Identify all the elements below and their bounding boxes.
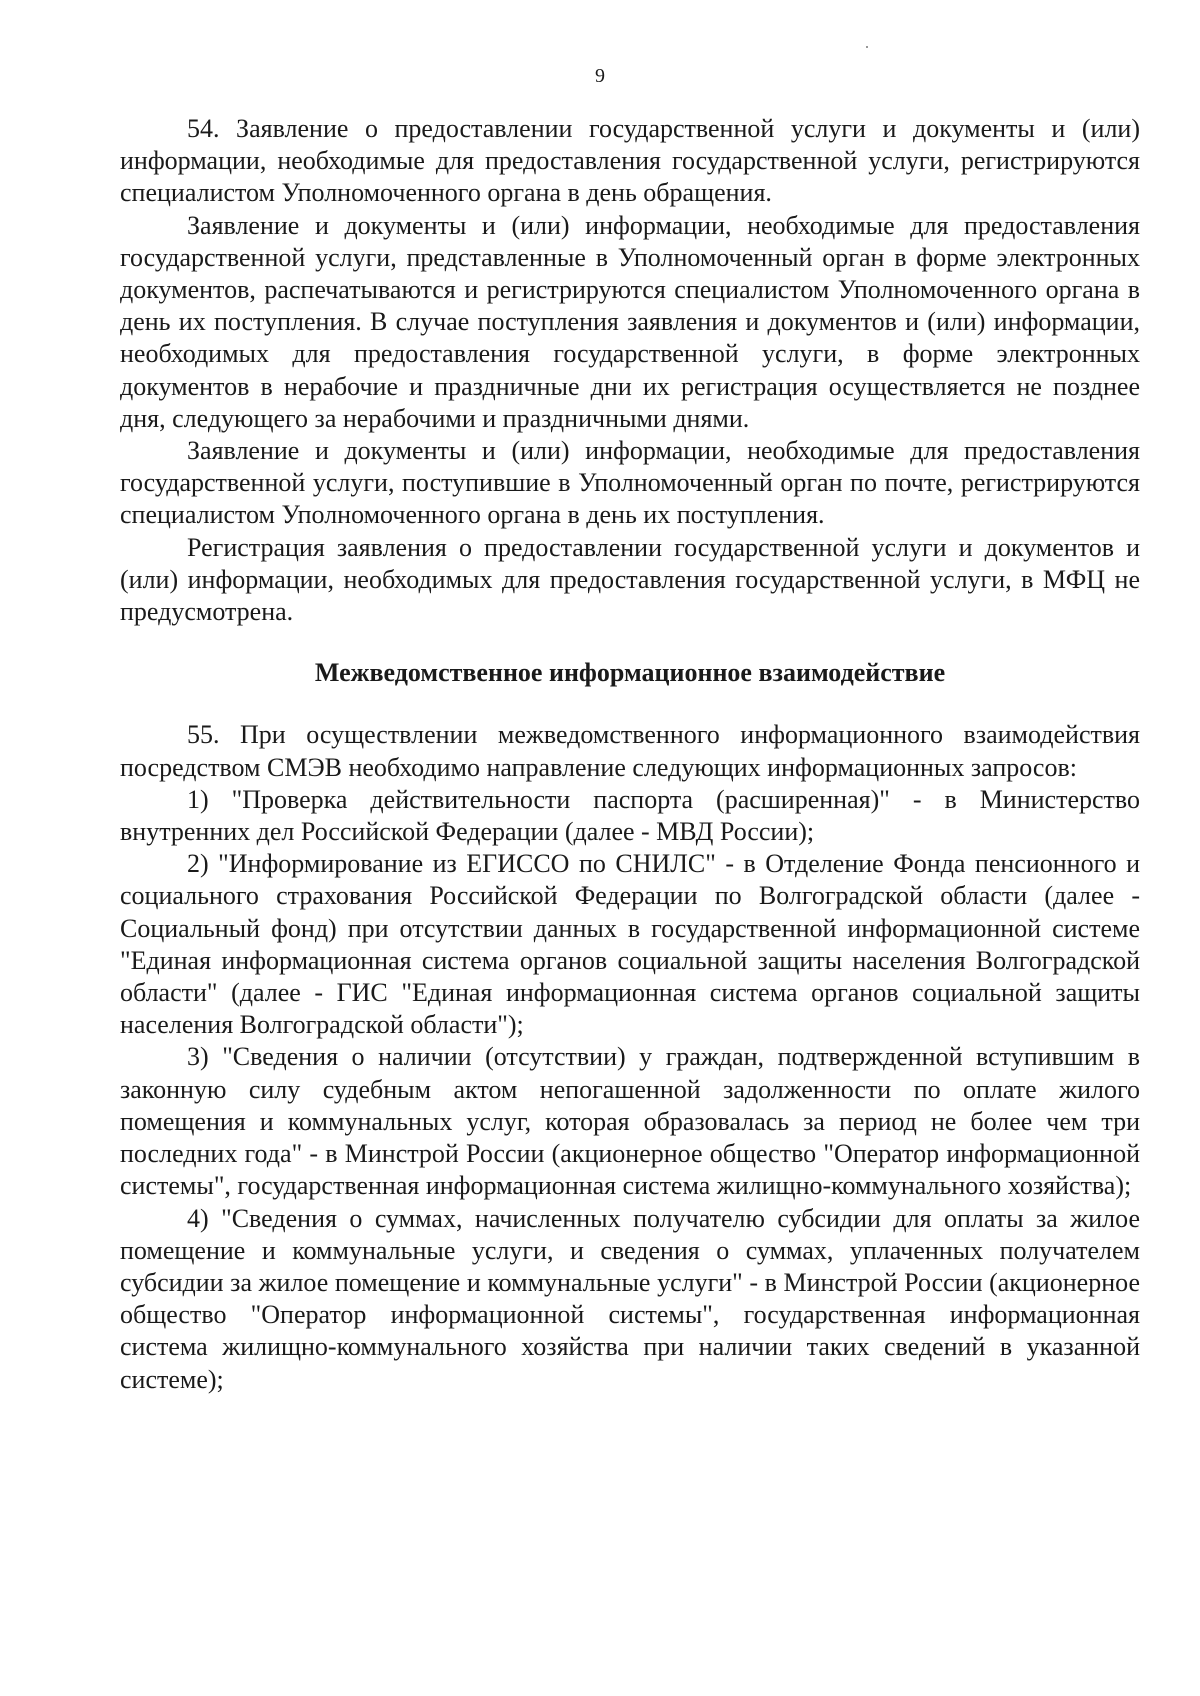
scan-speck [866,46,868,48]
paragraph-electronic-docs: Заявление и документы и (или) информации, необходимые для предоставления государственной услуги, представленные в Уполномоченный орган в форме электронных документов, распечатываются и регистрируются специалистом Уполномоченного органа в день их поступления. В случае поступления заявления и документов и (или) информации, необходимых для предоставления государственной услуги, в форме электронных документов в нерабочие и праздничные дни их регистрация осуществляется не позднее дня, следующего за нерабочими и праздничными днями. [120,210,1140,433]
list-item-1: 1) "Проверка действительности паспорта (расширенная)" - в Министерство внутренних дел Российской Федерации (далее - МВД России); [120,784,1140,847]
paragraph-55: 55. При осуществлении межведомственного информационного взаимодействия посредством СМЭВ необходимо направление следующих информационных запросов: [120,720,1140,782]
paragraph-mfc-registration: Регистрация заявления о предоставлении государственной услуги и документов и (или) информации, необходимых для предоставления государственной услуги, в МФЦ не предусмотрена. [120,532,1140,627]
list-item-4: 4) "Сведения о суммах, начисленных получателю субсидии для оплаты за жилое помещение и коммунальные услуги, и сведения о суммах, уплаченных получателем субсидии за жилое помещение и коммунальные услуги" - в Минстрой России (акционерное общество "Оператор информационной системы", государственная информационная система жилищно-коммунального хозяйства при наличии таких сведений в указанной системе); [120,1203,1140,1394]
paragraph-postal-docs: Заявление и документы и (или) информации, необходимые для предоставления государственной услуги, поступившие в Уполномоченный орган по почте, регистрируются специалистом Уполномоченного органа в день их поступления. [120,436,1140,530]
list-item-3: 3) "Сведения о наличии (отсутствии) у граждан, подтвержденной вступившим в законную силу судебным актом непогашенной задолженности по оплате жилого помещения и коммунальных услуг, которая образовалась за период не более чем три последних года" - в Минстрой России (акционерное общество "Оператор информационной системы", государственная информационная система жилищно-коммунального хозяйства); [120,1042,1140,1201]
list-item-2: 2) "Информирование из ЕГИССО по СНИЛС" - в Отделение Фонда пенсионного и социального страхования Российской Федерации по Волгоградской области (далее - Социальный фонд) при отсутствии данных в государственной информационной системе "Единая информационная система органов социальной защиты населения Волгоградской области" (далее - ГИС "Единая информационная система органов социальной защиты населения Волгоградской области"); [120,849,1140,1040]
page-number: 9 [595,65,605,87]
document-body [120,113,1140,1396]
section-heading: Межведомственное информационное взаимодействие [314,658,946,688]
paragraph-54: 54. Заявление о предоставлении государственной услуги и документы и (или) информации, необходимые для предоставления государственной услуги, регистрируются специалистом Уполномоченного органа в день обращения. [120,114,1140,208]
